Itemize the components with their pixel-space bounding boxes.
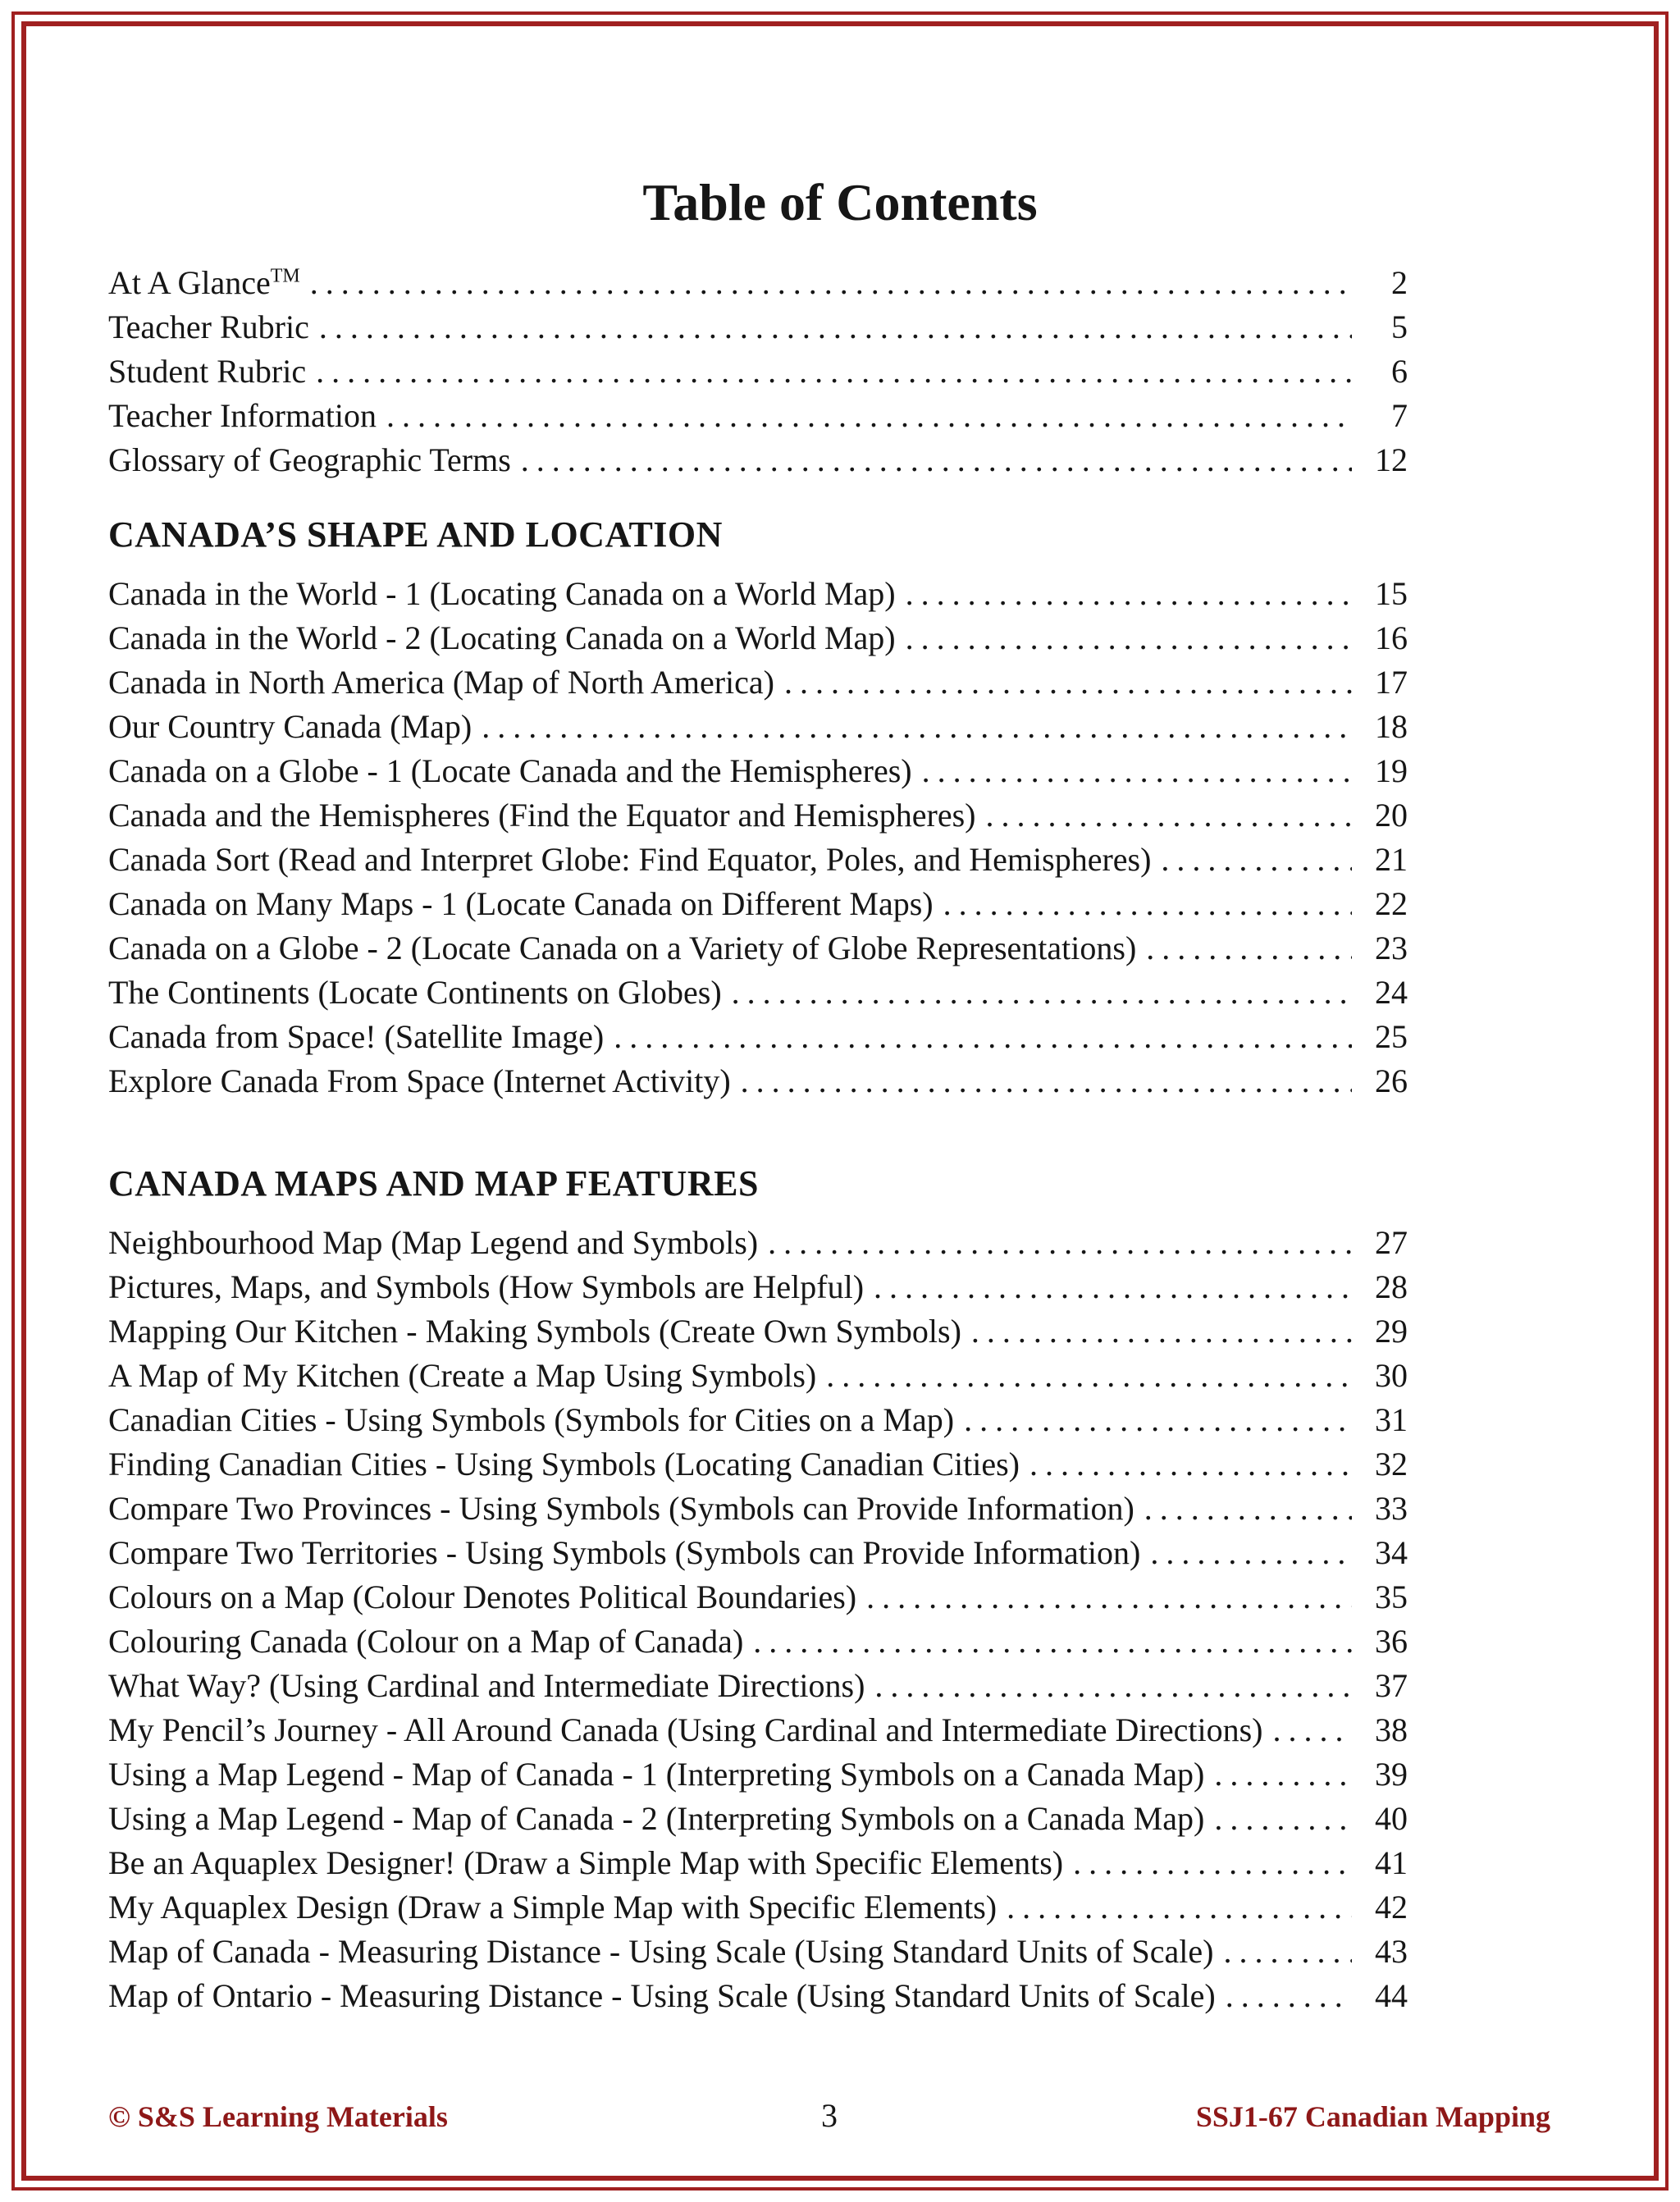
toc-entry [108, 1664, 1408, 1708]
toc-entry [108, 1354, 1408, 1398]
toc-section [108, 512, 1408, 1103]
toc-entry-page: 2 [1391, 264, 1408, 301]
toc-entry [108, 926, 1408, 971]
toc-entry [108, 1015, 1408, 1059]
toc-dot-leader [753, 1620, 1352, 1664]
toc-entry [108, 1487, 1408, 1531]
toc-dot-leader [768, 1221, 1352, 1265]
toc-dot-leader [906, 616, 1352, 660]
toc-dot-leader [784, 660, 1352, 705]
toc-dot-leader [866, 1575, 1352, 1620]
toc-section-heading: CANADA MAPS AND MAP FEATURES [108, 1163, 759, 1204]
toc-entry-page: 32 [1375, 1446, 1408, 1482]
toc-entry-label: Finding Canadian Cities - Using Symbols (Locating Canadian Cities) [108, 1446, 1020, 1482]
toc-entry-page: 7 [1391, 397, 1408, 434]
toc-entry-label: Teacher Information [108, 397, 377, 434]
toc-dot-leader [614, 1015, 1352, 1059]
toc-entry [108, 1265, 1408, 1309]
toc-entry-page: 39 [1375, 1756, 1408, 1793]
toc-dot-leader [1226, 1974, 1352, 2018]
toc-entry [108, 261, 1408, 305]
toc-entry-page: 21 [1375, 841, 1408, 878]
toc-entry-label: Pictures, Maps, and Symbols (How Symbols are Helpful) [108, 1268, 865, 1305]
toc-entry [108, 1575, 1408, 1620]
toc-entry [108, 660, 1408, 705]
toc-entry-page: 16 [1375, 619, 1408, 656]
toc-entry-page: 26 [1375, 1062, 1408, 1099]
toc-entry [108, 1059, 1408, 1103]
toc-entry [108, 349, 1408, 394]
toc-dot-leader [964, 1398, 1352, 1442]
toc-entry-label: Canada on a Globe - 2 (Locate Canada on a Variety of Globe Representations) [108, 930, 1137, 966]
toc-entry-page: 20 [1375, 797, 1408, 834]
toc-entry [108, 1531, 1408, 1575]
toc-entry-page: 31 [1375, 1401, 1408, 1438]
toc-entry-label: Glossary of Geographic Terms [108, 441, 511, 478]
toc-section [108, 261, 1408, 482]
toc-dot-leader [874, 1265, 1352, 1309]
toc-entry-label: Neighbourhood Map (Map Legend and Symbols) [108, 1224, 759, 1261]
toc-entry [108, 1708, 1408, 1752]
table-of-contents [108, 261, 1408, 2018]
toc-dot-leader [386, 394, 1352, 438]
footer-page-number: 3 [821, 2097, 838, 2134]
toc-entry-label: Compare Two Territories - Using Symbols (Symbols can Provide Information) [108, 1534, 1141, 1571]
toc-entry-page: 43 [1375, 1933, 1408, 1970]
toc-dot-leader [826, 1354, 1352, 1398]
toc-dot-leader [971, 1309, 1352, 1354]
toc-entry-label: Colouring Canada (Colour on a Map of Canada) [108, 1623, 744, 1660]
toc-dot-leader [1272, 1708, 1352, 1752]
toc-entry-label: At A Glance™ [108, 264, 300, 301]
toc-entry-page: 33 [1375, 1490, 1408, 1527]
toc-dot-leader [943, 882, 1352, 926]
toc-dot-leader [1029, 1442, 1352, 1487]
toc-dot-leader [1146, 926, 1352, 971]
toc-entry [108, 749, 1408, 793]
toc-entry-label: Canada in the World - 2 (Locating Canada on a World Map) [108, 619, 896, 656]
toc-entry-label: Be an Aquaplex Designer! (Draw a Simple Map with Specific Elements) [108, 1844, 1064, 1881]
toc-entry [108, 1442, 1408, 1487]
toc-entry-page: 40 [1375, 1800, 1408, 1837]
toc-dot-leader [310, 261, 1352, 305]
toc-entry-page: 36 [1375, 1623, 1408, 1660]
toc-entry-page: 22 [1375, 885, 1408, 922]
footer-copyright: © S&S Learning Materials [108, 2100, 448, 2133]
toc-entry-label: What Way? (Using Cardinal and Intermediate Directions) [108, 1667, 865, 1704]
toc-entry [108, 1974, 1408, 2018]
toc-entry [108, 838, 1408, 882]
toc-entry [108, 1930, 1408, 1974]
toc-entry [108, 438, 1408, 482]
toc-entry-label: Teacher Rubric [108, 308, 309, 345]
toc-dot-leader [985, 793, 1352, 838]
toc-entry [108, 572, 1408, 616]
toc-dot-leader [521, 438, 1352, 482]
toc-dot-leader [482, 705, 1352, 749]
toc-entry-label: Canada on Many Maps - 1 (Locate Canada on Different Maps) [108, 885, 934, 922]
toc-entry-label: Explore Canada From Space (Internet Activity) [108, 1062, 731, 1099]
toc-entry-label: Map of Ontario - Measuring Distance - Using Scale (Using Standard Units of Scale) [108, 1977, 1216, 2014]
toc-entry-page: 44 [1375, 1977, 1408, 2014]
toc-dot-leader [1223, 1930, 1352, 1974]
trademark-superscript: TM [270, 265, 300, 287]
toc-dot-leader [922, 749, 1352, 793]
toc-entry-label: Map of Canada - Measuring Distance - Using Scale (Using Standard Units of Scale) [108, 1933, 1214, 1970]
toc-entry-label: Canada in North America (Map of North America) [108, 664, 774, 701]
toc-entry [108, 1797, 1408, 1841]
toc-entry-label: My Pencil’s Journey - All Around Canada (Using Cardinal and Intermediate Directions) [108, 1711, 1263, 1748]
toc-entry [108, 1841, 1408, 1885]
page-title: Table of Contents [642, 173, 1038, 231]
toc-entry [108, 793, 1408, 838]
toc-entry-page: 30 [1375, 1357, 1408, 1394]
toc-entry-page: 15 [1375, 575, 1408, 612]
toc-entry-page: 29 [1375, 1313, 1408, 1350]
toc-dot-leader [1150, 1531, 1352, 1575]
toc-dot-leader [732, 971, 1352, 1015]
toc-entry [108, 1309, 1408, 1354]
toc-entry-page: 28 [1375, 1268, 1408, 1305]
toc-dot-leader [874, 1664, 1352, 1708]
toc-entry-page: 5 [1391, 308, 1408, 345]
toc-entry-page: 38 [1375, 1711, 1408, 1748]
toc-entry-page: 41 [1375, 1844, 1408, 1881]
toc-entry [108, 616, 1408, 660]
toc-entry [108, 1752, 1408, 1797]
toc-entry-page: 25 [1375, 1018, 1408, 1055]
toc-entry [108, 394, 1408, 438]
toc-entry [108, 705, 1408, 749]
toc-entry [108, 1885, 1408, 1930]
toc-dot-leader [316, 349, 1352, 394]
toc-entry-page: 42 [1375, 1889, 1408, 1926]
toc-entry-page: 17 [1375, 664, 1408, 701]
toc-entry-page: 18 [1375, 708, 1408, 745]
toc-dot-leader [741, 1059, 1352, 1103]
toc-entry-page: 6 [1391, 353, 1408, 390]
toc-dot-leader [319, 305, 1352, 349]
toc-entry [108, 1398, 1408, 1442]
toc-entry-label: Mapping Our Kitchen - Making Symbols (Create Own Symbols) [108, 1313, 961, 1350]
toc-section-heading: CANADA’S SHAPE AND LOCATION [108, 514, 723, 555]
toc-entry-label: Using a Map Legend - Map of Canada - 1 (Interpreting Symbols on a Canada Map) [108, 1756, 1205, 1793]
toc-entry-page: 24 [1375, 974, 1408, 1011]
toc-entry-label: Canada on a Globe - 1 (Locate Canada and the Hemispheres) [108, 752, 912, 789]
toc-entry [108, 1620, 1408, 1664]
toc-entry-label: Canada and the Hemispheres (Find the Equator and Hemispheres) [108, 797, 976, 834]
toc-dot-leader [1073, 1841, 1352, 1885]
toc-entry-label: Canadian Cities - Using Symbols (Symbols for Cities on a Map) [108, 1401, 955, 1438]
toc-entry-page: 12 [1375, 441, 1408, 478]
toc-dot-leader [1214, 1797, 1352, 1841]
toc-entry-page: 19 [1375, 752, 1408, 789]
toc-entry [108, 305, 1408, 349]
toc-entry-label: Canada in the World - 1 (Locating Canada on a World Map) [108, 575, 896, 612]
toc-entry [108, 1221, 1408, 1265]
toc-dot-leader [1214, 1752, 1352, 1797]
toc-entry-label: A Map of My Kitchen (Create a Map Using Symbols) [108, 1357, 817, 1394]
page-footer [108, 2099, 1550, 2133]
toc-entry-label: Compare Two Provinces - Using Symbols (Symbols can Provide Information) [108, 1490, 1134, 1527]
toc-entry-page: 34 [1375, 1534, 1408, 1571]
toc-entry-label: My Aquaplex Design (Draw a Simple Map with Specific Elements) [108, 1889, 998, 1926]
toc-entry-page: 23 [1375, 930, 1408, 966]
toc-dot-leader [1144, 1487, 1352, 1531]
footer-product-code: SSJ1-67 Canadian Mapping [1195, 2100, 1550, 2133]
toc-dot-leader [1161, 838, 1352, 882]
toc-entry-page: 27 [1375, 1224, 1408, 1261]
toc-entry [108, 882, 1408, 926]
toc-entry-label: Our Country Canada (Map) [108, 708, 472, 745]
toc-entry-page: 37 [1375, 1667, 1408, 1704]
toc-entry-label: The Continents (Locate Continents on Globes) [108, 974, 722, 1011]
toc-dot-leader [1007, 1885, 1352, 1930]
toc-dot-leader [906, 572, 1352, 616]
toc-entry [108, 971, 1408, 1015]
toc-entry-page: 35 [1375, 1578, 1408, 1615]
toc-entry-label: Canada Sort (Read and Interpret Globe: Find Equator, Poles, and Hemispheres) [108, 841, 1152, 878]
toc-entry-label: Colours on a Map (Colour Denotes Political Boundaries) [108, 1578, 857, 1615]
toc-section [108, 1161, 1408, 2018]
toc-entry-label: Student Rubric [108, 353, 307, 390]
toc-entry-label: Canada from Space! (Satellite Image) [108, 1018, 605, 1055]
toc-entry-label: Using a Map Legend - Map of Canada - 2 (Interpreting Symbols on a Canada Map) [108, 1800, 1205, 1837]
